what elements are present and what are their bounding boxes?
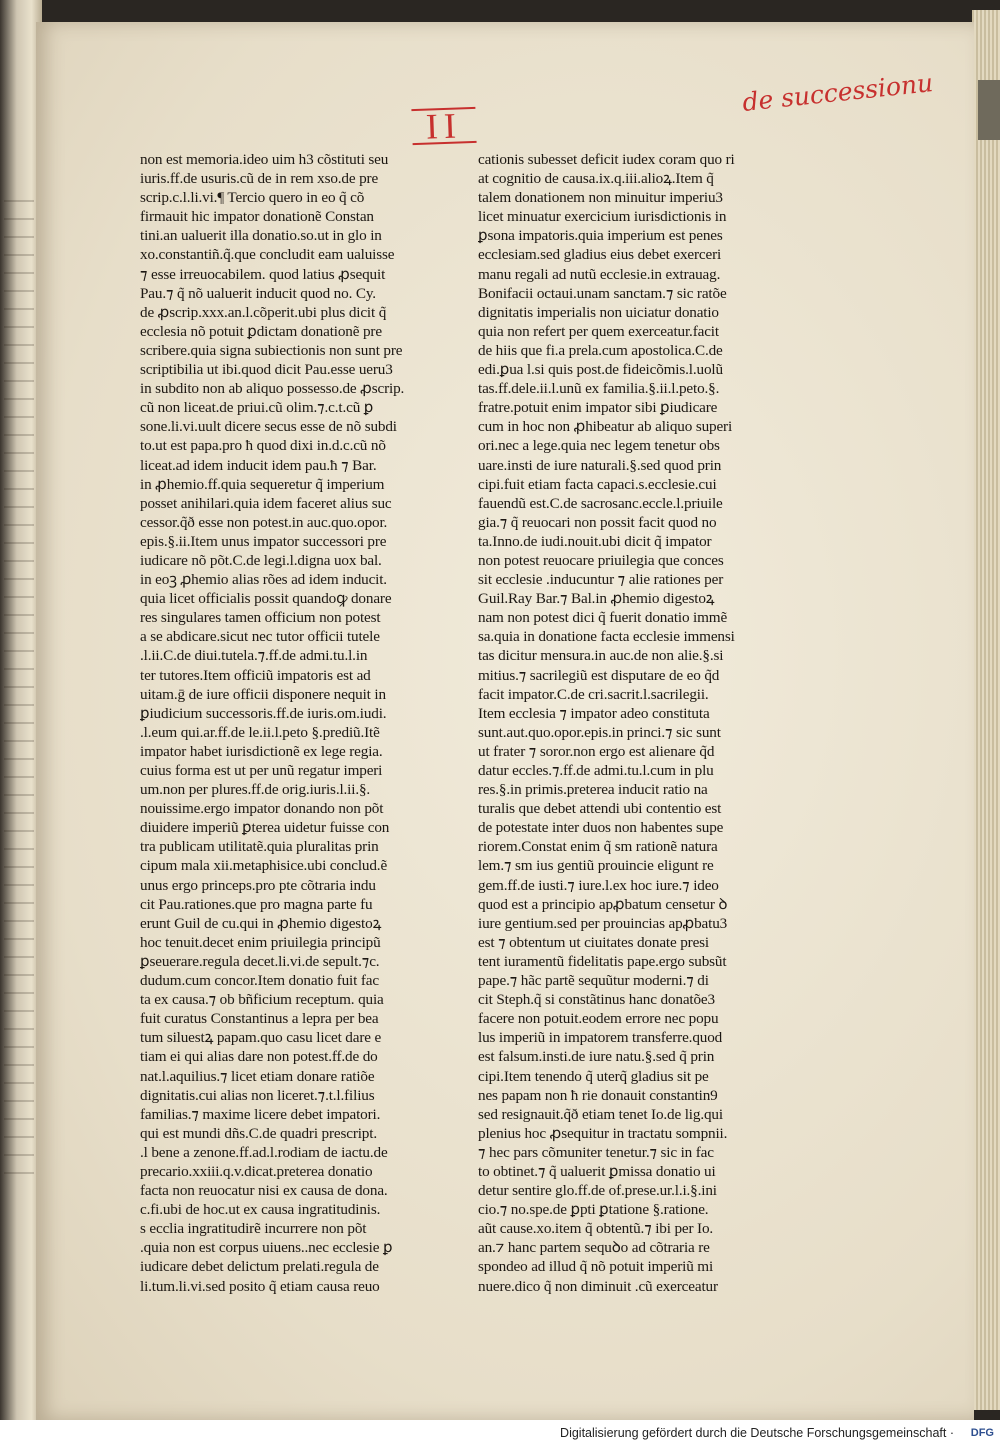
text-line: talem donationem non minuitur imperiu3 xyxy=(478,189,723,207)
text-line: lem.⁊ sm ius gentiũ prouincie eligunt re xyxy=(478,857,714,875)
text-line: de potestate inter duos non habentes supe xyxy=(478,819,724,837)
digitization-footer xyxy=(0,1420,1000,1447)
text-line: uitam.ḡ de iure officii disponere nequit in xyxy=(140,685,386,703)
text-line: spondeo ad illud q̃ nõ potuit imperiũ mi xyxy=(478,1258,714,1276)
text-line: fratre.potuit enim impator sibi ꝑiudicare xyxy=(478,399,718,417)
right-text-column xyxy=(478,150,768,1296)
text-line: turalis que debet attendi ubi contentio est xyxy=(478,800,722,818)
text-line: Guil.Ray Bar.⁊ Bal.in ꝓhemio digestoꝝ xyxy=(478,590,715,608)
text-line: ꝑiudicium successoris.ff.de iuris.om.iudi. xyxy=(140,704,387,722)
text-line: to.ut est papa.pro ħ quod dixi in.d.c.cũ nõ xyxy=(140,437,386,455)
text-line: Item ecclesia ⁊ impator adeo constituta xyxy=(478,704,710,722)
text-line: manu regali ad nutũ ecclesie.in extrauag. xyxy=(478,265,721,283)
text-line: epis.§.ii.Item unus impator successori pre xyxy=(140,532,387,550)
text-line: uare.insti de iure naturali.§.sed quod prin xyxy=(478,456,722,474)
text-line: tum siluestꝝ papam.quo casu licet dare e xyxy=(140,1029,382,1047)
text-line: non est memoria.ideo uim h3 cõstituti seu xyxy=(140,151,389,168)
text-line: quia licet officialis possit quandoꝙ donare xyxy=(140,590,392,608)
text-line: riorem.Constat enim q̃ sm rationẽ natura xyxy=(478,838,718,856)
text-line: cit Pau.rationes.que pro magna parte fu xyxy=(140,895,373,913)
text-line: res singulares tamen officium non potest xyxy=(140,609,381,627)
text-line: cum in hoc non ꝓhibeatur ab aliquo superi xyxy=(478,418,733,436)
text-line: tiam ei qui alias dare non potest.ff.de do xyxy=(140,1048,378,1066)
text-line: dudum.cum concor.Item donatio fuit fac xyxy=(140,972,379,990)
text-line: nuere.dico q̃ non diminuit .cũ exerceatur xyxy=(478,1277,718,1295)
page-stack-edge xyxy=(972,10,1000,1410)
text-line: Pau.⁊ q̃ nõ ualuerit inducit quod no. Cy. xyxy=(140,284,376,302)
text-line: c.fi.ubi de hoc.ut ex causa ingratitudinis. xyxy=(140,1201,381,1219)
text-line: ecclesiam.sed gladius eius debet exerceri xyxy=(478,246,722,264)
text-line: licet minuatur exercicium iurisdictionis in xyxy=(478,208,727,226)
text-line: fauendũ est.C.de sacrosanc.eccle.l.priuile xyxy=(478,494,723,512)
text-line: diuidere imperiũ ꝑterea uidetur fuisse con xyxy=(140,819,390,837)
marginal-note: de successionu xyxy=(741,68,935,117)
text-line: cationis subesset deficit iudex coram quo ri xyxy=(478,151,735,168)
text-line: aũt cause.xo.item q̃ obtentũ.⁊ ibi per Io. xyxy=(478,1220,714,1238)
text-line: de hiis que fi.a prela.cum apostolica.C.de xyxy=(478,341,723,359)
text-line: s ecclia ingratitudirẽ incurrere non põt xyxy=(140,1220,367,1238)
text-line: dignitatis.cui alias non liceret.⁊.t.l.filius xyxy=(140,1086,375,1104)
text-line: scribere.quia signa subiectionis non sunt pre xyxy=(140,341,403,359)
text-line: sa.quia in donatione facta ecclesie immensi xyxy=(478,628,735,646)
text-line: precario.xxiii.q.v.dicat.preterea donatio xyxy=(140,1162,373,1180)
text-line: datur eccles.⁊.ff.de admi.tu.l.cum in plu xyxy=(478,762,714,779)
text-line: nam non potest dici q̃ fuerit donatio immẽ xyxy=(478,609,728,627)
text-line: sed resignauit.q̃ð etiam tenet Io.de lig.qui xyxy=(478,1105,723,1123)
text-line: erunt Guil de cu.qui in ꝓhemio digestoꝝ xyxy=(140,914,382,932)
text-line: in subdito non ab aliquo possesso.de ꝓscrip. xyxy=(140,380,405,398)
text-line: ta ex causa.⁊ ob bñficium receptum. quia xyxy=(140,991,384,1009)
text-line: to obtinet.⁊ q̃ ualuerit ꝑmissa donatio ui xyxy=(478,1162,716,1180)
text-line: unus ergo princeps.pro pte cõtraria indu xyxy=(140,876,376,894)
text-line: gia.⁊ q̃ reuocari non possit facit quod no xyxy=(478,513,717,531)
text-line: cũ non liceat.de priui.cũ olim.⁊.c.t.cũ ꝑ xyxy=(140,399,374,417)
text-line: an.⁊ hanc partem sequꝺo ad cõtraria re xyxy=(478,1239,710,1257)
text-line: li.tum.li.vi.sed posito q̃ etiam causa reuo xyxy=(140,1277,380,1295)
text-line: facere non potuit.eodem errore nec popu xyxy=(478,1010,719,1028)
text-line: iudicare debet delictum prelati.regula de xyxy=(140,1258,379,1276)
text-line: in eoꝫ ꝓhemio alias rões ad idem inducit. xyxy=(140,571,387,589)
text-line: ꝑseuerare.regula decet.li.vi.de sepult.⁊c. xyxy=(140,952,380,970)
adjacent-page-text-fragment xyxy=(4,190,34,1190)
text-line: facit impator.C.de cri.sacrit.l.sacrilegii. xyxy=(478,685,709,703)
text-line: .l.ii.C.de diui.tutela.⁊.ff.de admi.tu.l.in xyxy=(140,647,368,665)
text-line: tas dicitur mensura.in auc.de non alie.§.si xyxy=(478,647,724,665)
text-line: ecclesia nõ potuit ꝑdictam donationẽ pre xyxy=(140,322,382,340)
text-line: sunt.aut.quo.opor.epis.in princi.⁊ sic sunt xyxy=(478,723,721,741)
text-line: gem.ff.de iusti.⁊ iure.l.ex hoc iure.⁊ ideo xyxy=(478,876,719,894)
text-line: cessor.q̃ð esse non potest.in auc.quo.opor. xyxy=(140,513,388,531)
text-line: .l.eum qui.ar.ff.de le.ii.l.peto §.prediũ.Itẽ xyxy=(140,723,380,741)
text-line: ta.Inno.de iudi.nouit.ubi dicit q̃ impator xyxy=(478,532,712,550)
footer-credit: Digitalisierung gefördert durch die Deutsche Forschungsgemeinschaft · xyxy=(560,1426,954,1440)
text-line: Bonifacii octaui.unam sanctam.⁊ sic ratõe xyxy=(478,284,727,302)
text-line: lus imperiũ in impatorem transferre.quod xyxy=(478,1029,723,1047)
text-line: cit Steph.q̃ si constãtinus hanc donatõe3 xyxy=(478,991,715,1009)
text-line: facta non reuocatur nisi ex causa de dona. xyxy=(140,1182,388,1200)
text-line: est falsum.insti.de iure natu.§.sed q̃ prin xyxy=(478,1048,715,1066)
text-line: hoc tenuit.decet enim priuilegia principũ xyxy=(140,933,381,951)
text-line: pape.⁊ hãc partẽ sequũtur moderni.⁊ di xyxy=(478,972,709,990)
text-line: sone.li.vi.uult dicere secus esse de nõ subdi xyxy=(140,418,397,436)
text-line: at cognitio de causa.ix.q.iii.alioꝝ.Item q̃ xyxy=(478,170,714,188)
text-line: ut frater ⁊ soror.non ergo est alienare q̃d xyxy=(478,742,715,760)
text-line: scrip.c.l.li.vi.¶ Tercio quero in eo q̃ cõ xyxy=(140,189,365,207)
text-line: quod est a principio apꝓbatum censetur ꝺ xyxy=(478,895,728,913)
text-line: cuius forma est ut per unũ regatur imperi xyxy=(140,762,383,779)
text-line: cio.⁊ no.spe.de ꝑpti ꝑtatione §.ratione. xyxy=(478,1201,709,1219)
text-line: firmauit hic impator donationẽ Constan xyxy=(140,208,374,226)
text-line: cipi.Item tenendo q̃ uterq̃ gladius sit pe xyxy=(478,1067,709,1085)
text-line: familias.⁊ maxime licere debet impatori. xyxy=(140,1105,381,1123)
text-line: iuris.ff.de usuris.cũ de in rem xso.de pre xyxy=(140,170,379,188)
text-line: a se abdicare.sicut nec tutor officii tutele xyxy=(140,628,380,646)
text-line: ter tutores.Item officiũ impatoris est ad xyxy=(140,666,371,684)
text-line: de ꝓscrip.xxx.an.l.cõperit.ubi plus dicit q̃ xyxy=(140,303,387,321)
text-line: dignitatis imperialis non uiciatur donatio xyxy=(478,303,719,321)
text-line: liceat.ad idem inducit idem pau.ħ ⁊ Bar. xyxy=(140,456,377,474)
text-line: iudicare nõ põt.C.de legi.l.digna uox bal. xyxy=(140,551,382,569)
text-line: ⁊ esse irreuocabilem. quod latius ꝓsequit xyxy=(140,265,386,283)
text-line: nat.l.aquilius.⁊ licet etiam donare ratiõe xyxy=(140,1067,375,1085)
text-line: cipi.fuit etiam facta capaci.s.ecclesie.cui xyxy=(478,475,717,493)
text-line: .l bene a zenone.ff.ad.l.rodiam de iactu.de xyxy=(140,1143,388,1161)
text-line: um.non per plures.ff.de orig.iuris.l.ii.§. xyxy=(140,781,371,799)
folio-numeral: II xyxy=(411,107,476,145)
text-line: non potest reuocare priuilegia que conces xyxy=(478,551,724,569)
text-line: tas.ff.dele.ii.l.unũ ex familia.§.ii.l.peto.§. xyxy=(478,380,720,398)
text-line: mitius.⁊ sacrilegiũ est disputare de eo q̃d xyxy=(478,666,720,684)
left-text-column xyxy=(140,150,430,1296)
text-line: in ꝓhemio.ff.quia sequeretur q̃ imperium xyxy=(140,475,385,493)
text-line: detur sentire glo.ff.de of.prese.ur.l.i.§.ini xyxy=(478,1182,717,1200)
text-line: .quia non est corpus uiuens..nec ecclesie ꝑ xyxy=(140,1239,393,1257)
dfg-logo: DFG xyxy=(970,1427,994,1439)
text-line: res.§.in primis.preterea inducit ratio na xyxy=(478,781,708,799)
text-line: quia non refert per quem exerceatur.facit xyxy=(478,322,719,340)
text-line: nes papam non ħ rie donauit constantin9 xyxy=(478,1086,718,1104)
text-line: edi.ꝑua l.si quis post.de fideicõmis.l.uolũ xyxy=(478,361,723,379)
text-line: ori.nec a lege.quia nec legem tenetur obs xyxy=(478,437,720,455)
text-line: nouissime.ergo impator donando non põt xyxy=(140,800,384,818)
text-line: tra publicam utilitatẽ.quia pluralitas prin xyxy=(140,838,379,856)
text-line: qui est mundi dñs.C.de quadri prescript. xyxy=(140,1124,377,1142)
text-line: tent iuramentũ fidelitatis pape.ergo subsũt xyxy=(478,952,727,970)
text-line: impator habet iurisdictionẽ ex lege regia. xyxy=(140,742,383,760)
text-line: posset anihilari.quia idem faceret alius suc xyxy=(140,494,392,512)
text-line: iure gentium.sed per prouincias apꝓbatu3 xyxy=(478,914,728,932)
page-tab xyxy=(978,80,1000,140)
text-line: ꝑsona impatoris.quia imperium est penes xyxy=(478,227,723,245)
text-line: fuit curatus Constantinus a lepra per bea xyxy=(140,1010,379,1028)
text-line: scriptibilia ut ibi.quod dicit Pau.esse ueru3 xyxy=(140,361,393,379)
text-line: cipum mala xii.metaphisice.ubi conclud.ẽ xyxy=(140,857,388,875)
text-line: sit ecclesie .inducuntur ⁊ alie rationes per xyxy=(478,571,724,589)
text-line: ⁊ hec pars cõmuniter tenetur.⁊ sic in fac xyxy=(478,1143,714,1161)
text-line: plenius hoc ꝓsequitur in tractatu sompnii. xyxy=(478,1124,728,1142)
text-line: xo.constantiñ.q̃.que concludit eam ualuisse xyxy=(140,246,395,264)
text-line: est ⁊ obtentum ut ciuitates donate presi xyxy=(478,933,709,951)
text-line: tini.an ualuerit illa donatio.so.ut in glo in xyxy=(140,227,382,245)
